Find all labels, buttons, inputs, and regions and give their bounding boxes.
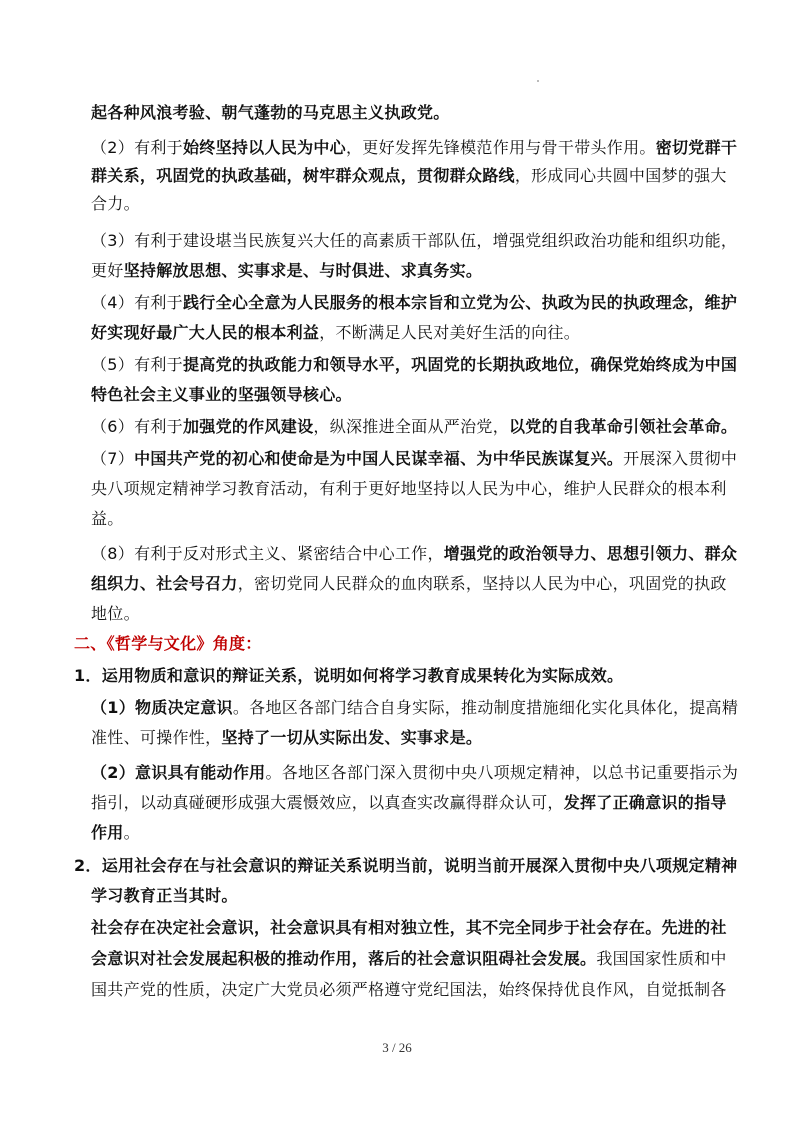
paragraph-line <box>91 977 727 1000</box>
paragraph-line <box>91 135 737 158</box>
text-run: ，密切党同人民群众的血肉联系，坚持以人民为中心，巩固党的执政 <box>237 574 727 593</box>
text-run: 国共产党的性质，决定广大党员必须严格遵守党纪国法，始终保持优良作风，自觉抵制各 <box>91 980 727 999</box>
paragraph-line <box>91 946 727 969</box>
text-run: 以党的自我革命引领社会革命。 <box>509 417 738 436</box>
text-run: ，纵深推进全面从严治党， <box>313 417 509 436</box>
text-run: （3）有利于建设堪当民族复兴大任的高素质干部队伍，增强党组织政治功能和组织功能， <box>91 231 738 250</box>
text-run: 地位。 <box>91 604 140 623</box>
paragraph-line <box>91 320 580 343</box>
text-run: 密切党群干 <box>655 138 738 157</box>
paragraph-line <box>91 883 238 906</box>
question-heading <box>74 853 737 876</box>
text-run: 社会存在决定社会意识，社会意识具有相对独立性，其不完全同步于社会存在。先进的社 <box>91 918 727 937</box>
text-run: 好实现好最广大人民的根本利益 <box>91 323 320 342</box>
text-run: 更好 <box>91 261 124 280</box>
text-run: 起各种风浪考验、朝气蓬勃的马克思主义执政党。 <box>91 103 450 122</box>
text-run: 始终坚持以人民为中心 <box>182 138 346 157</box>
text-run: 增强党的政治领导力、思想引领力、群众 <box>443 544 738 563</box>
paragraph-line <box>91 725 482 748</box>
paragraph-line <box>91 258 482 281</box>
text-run: 。各地区各部门深入贯彻中央八项规定精神，以总书记重要指示为 <box>265 763 739 782</box>
text-run: （5）有利于 <box>91 355 183 374</box>
text-run: 提高党的执政能力和领导水平，巩固党的长期执政地位，确保党始终成为中国 <box>182 355 738 374</box>
section-heading <box>74 631 262 654</box>
text-run: 践行全心全意为人民服务的根本宗旨和立党为公、执政为民的执政理念，维护 <box>182 293 738 312</box>
paragraph-line <box>91 476 727 499</box>
text-run: （7） <box>91 449 135 468</box>
paragraph-line <box>91 820 140 843</box>
paragraph-line <box>91 790 727 813</box>
text-run: 合力。 <box>91 194 140 213</box>
paragraph-line <box>91 571 727 594</box>
text-run: （2）有利于 <box>91 138 183 157</box>
paragraph-line <box>91 191 140 214</box>
text-run: 学习教育正当其时。 <box>91 886 238 905</box>
text-run: （6）有利于 <box>91 417 183 436</box>
text-run: 央八项规定精神学习教育活动，有利于更好地坚持以人民为中心，维护人民群众的根本利 <box>91 479 727 498</box>
paragraph-line <box>91 915 727 938</box>
paragraph-line <box>91 601 140 624</box>
text-run: 会意识对社会发展起积极的推动作用，落后的社会意识阻碍社会发展。 <box>91 949 597 968</box>
paragraph-line <box>91 352 737 375</box>
question-heading <box>74 663 623 686</box>
text-run: 2．运用社会存在与社会意识的辩证关系说明当前，说明当前开展深入贯彻中央八项规定精神 <box>74 856 738 875</box>
paragraph-line <box>91 290 737 313</box>
paragraph-line <box>91 506 124 529</box>
text-run: 指引，以动真碰硬形成强大震慑效应，以真查实改赢得群众认可， <box>91 793 564 812</box>
paragraph-line <box>91 695 738 718</box>
paragraph-line <box>91 541 737 564</box>
text-run: 开展深入贯彻中 <box>623 449 738 468</box>
text-run: 组织力、社会号召力 <box>91 574 238 593</box>
scan-dot <box>537 80 539 82</box>
text-run: 。 <box>123 823 140 842</box>
paragraph-line <box>91 228 737 251</box>
paragraph-line <box>91 446 737 469</box>
text-run: 二、《哲学与文化》角度： <box>74 634 262 653</box>
text-run: （1）物质决定意识 <box>91 698 233 717</box>
text-run: 1．运用物质和意识的辩证关系，说明如何将学习教育成果转化为实际成效。 <box>74 666 624 685</box>
text-run: （4）有利于 <box>91 293 183 312</box>
text-run: ，形成同心共圆中国梦的强大 <box>514 166 727 185</box>
text-run: ，更好发挥先锋模范作用与骨干带头作用。 <box>346 138 656 157</box>
text-run: ，不断满足人民对美好生活的向往。 <box>319 323 581 342</box>
text-run: 我国国家性质和中 <box>596 949 727 968</box>
paragraph-line <box>91 100 450 123</box>
text-run: 加强党的作风建设 <box>182 417 314 436</box>
text-run: 发挥了正确意识的指导 <box>563 793 727 812</box>
text-run: 准性、可操作性， <box>91 728 222 747</box>
text-run: （8）有利于反对形式主义、紧密结合中心工作， <box>91 544 444 563</box>
text-run: 中国共产党的初心和使命是为中国人民谋幸福、为中华民族谋复兴。 <box>134 449 624 468</box>
page-number: 3 / 26 <box>382 1040 412 1055</box>
paragraph-line <box>91 760 738 783</box>
text-run: 群关系，巩固党的执政基础，树牢群众观点，贯彻群众路线 <box>91 166 515 185</box>
text-run: 作用 <box>91 823 124 842</box>
paragraph-line <box>91 163 727 186</box>
text-run: 坚持解放思想、实事求是、与时俱进、求真务实。 <box>123 261 483 280</box>
text-run: 益。 <box>91 509 124 528</box>
text-run: 。各地区各部门结合自身实际，推动制度措施细化实化具体化，提高精 <box>232 698 739 717</box>
text-run: （2）意识具有能动作用 <box>91 763 266 782</box>
text-run: 坚持了一切从实际出发、实事求是。 <box>221 728 483 747</box>
text-run: 特色社会主义事业的坚强领导核心。 <box>91 385 352 404</box>
paragraph-line <box>91 382 352 405</box>
paragraph-line <box>91 414 737 437</box>
